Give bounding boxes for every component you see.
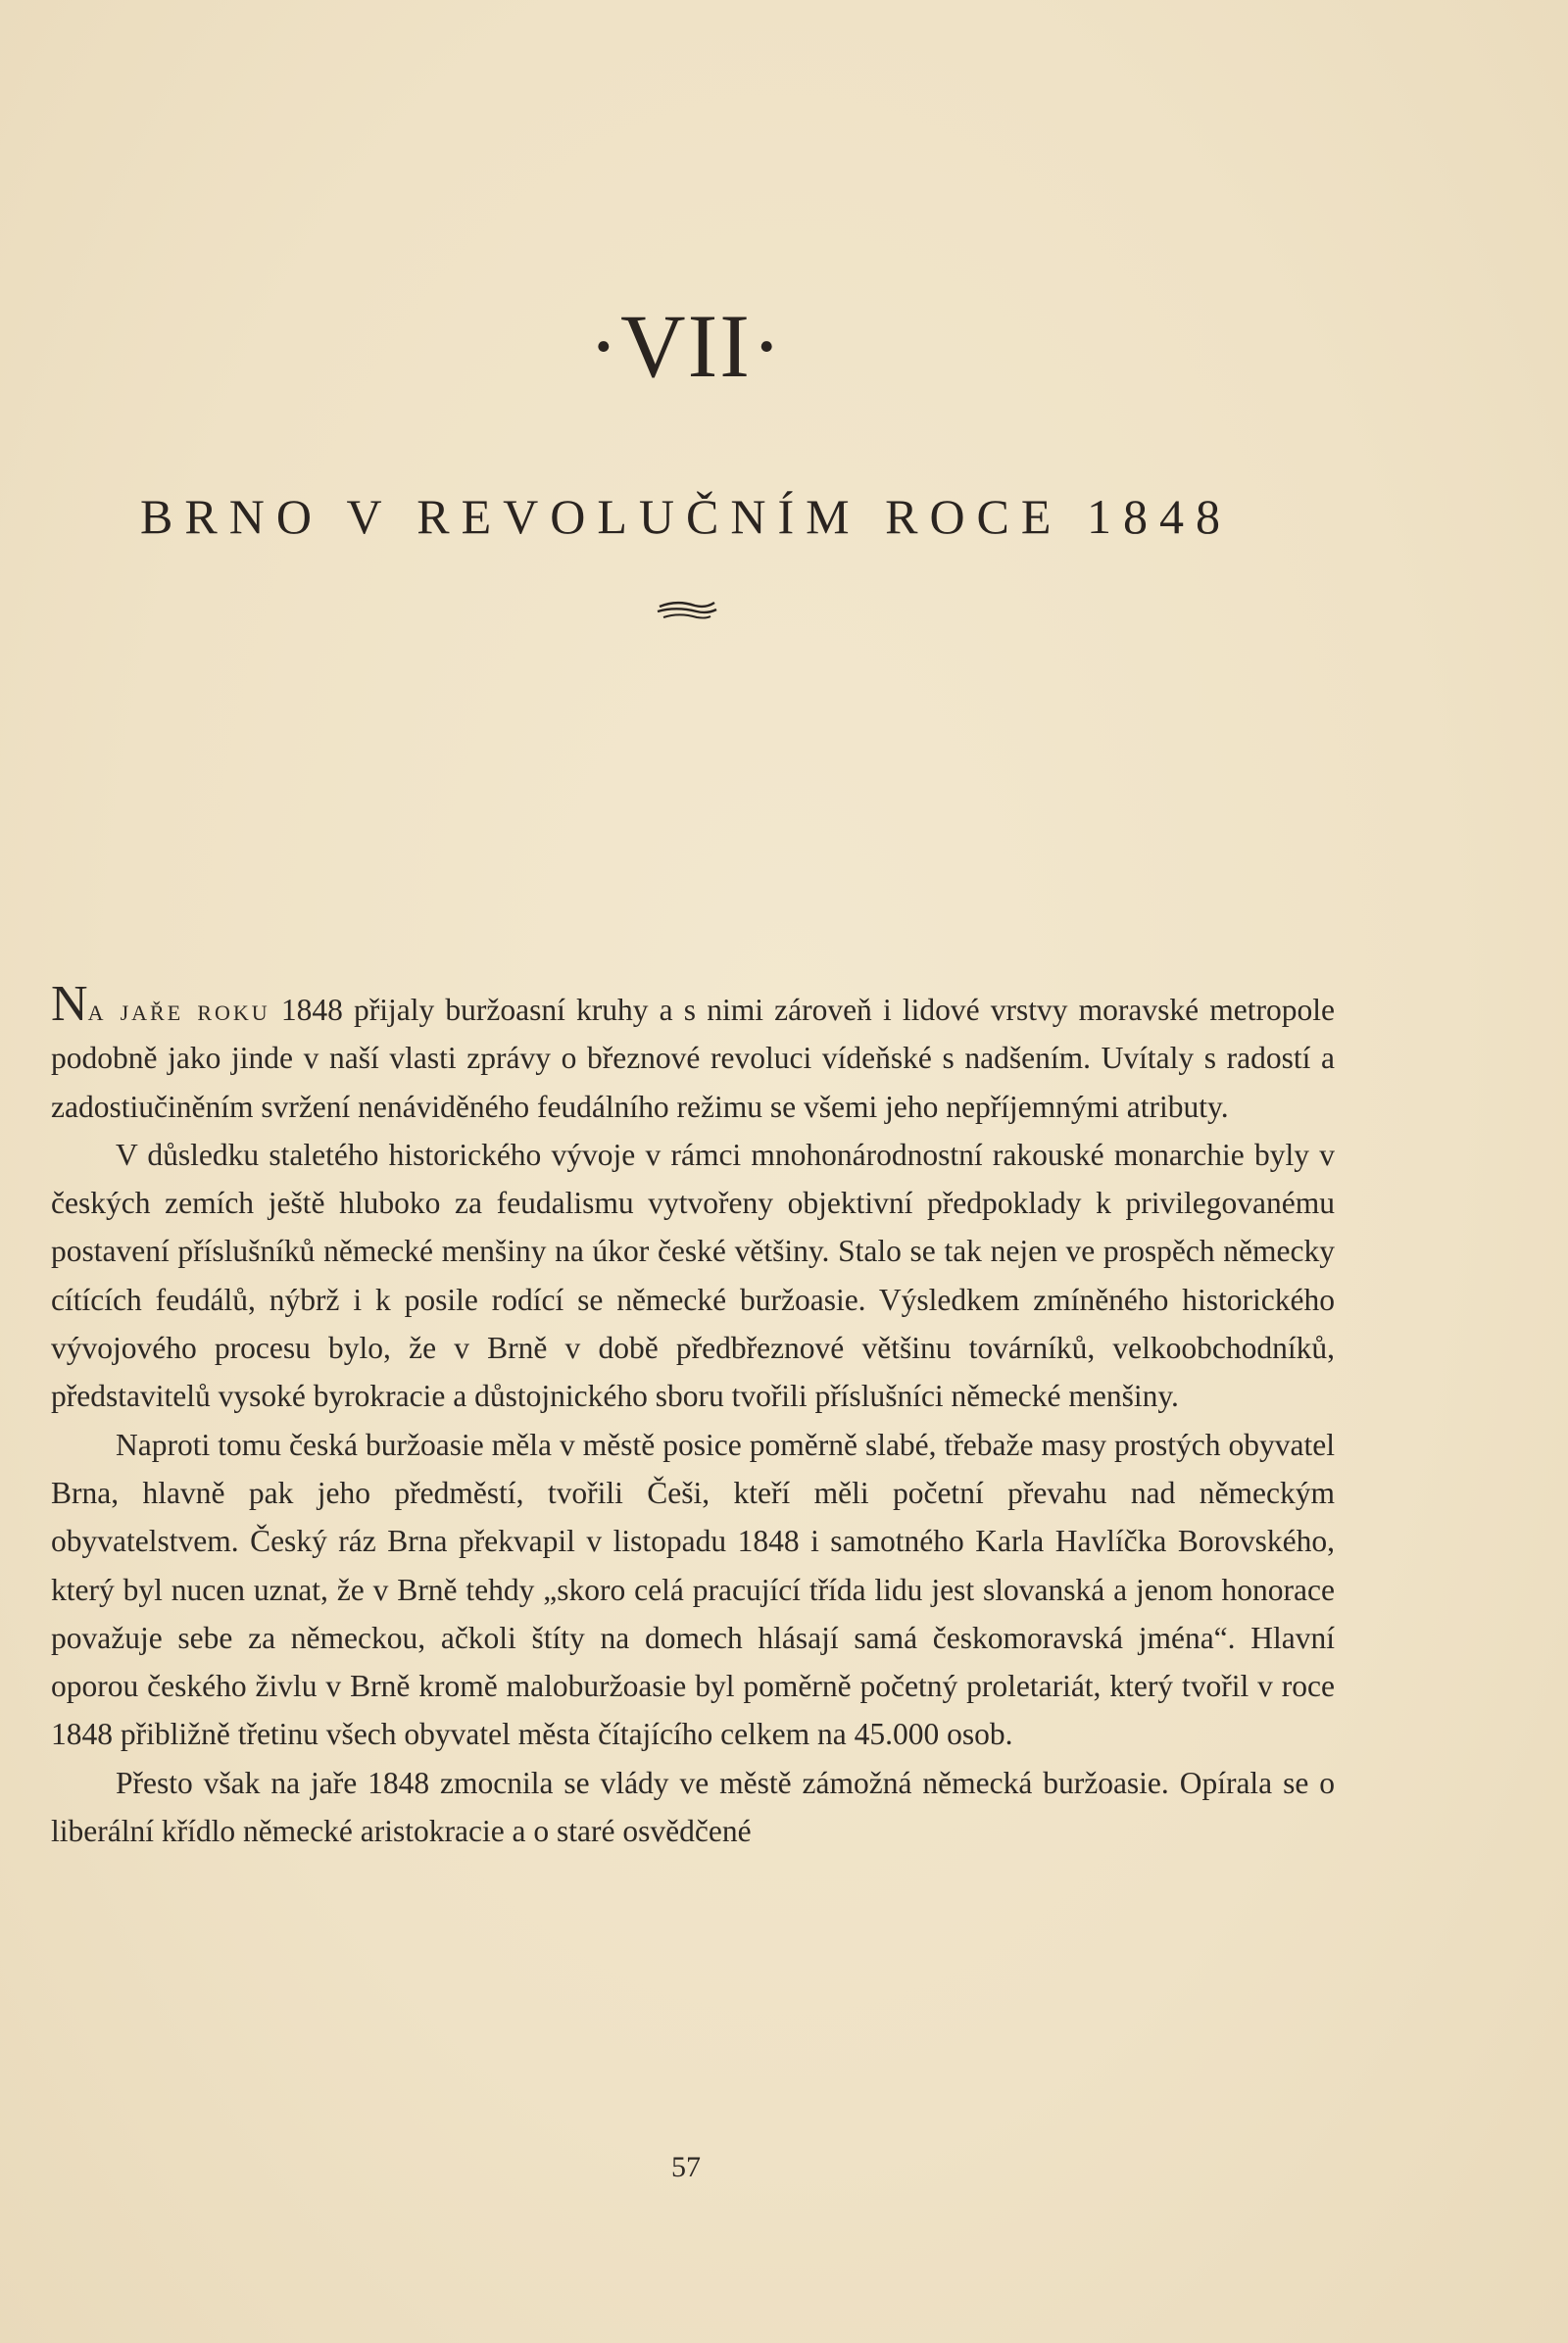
paragraph: Naproti tomu česká buržoasie měla v městě posice poměrně slabé, třebaže masy prostých obyvatel Brna, hlavně pak jeho předměstí, tvořili Češi, kteří měli početní převahu nad německým obyvatelstvem. Český ráz Brna překvapil v listopadu 1848 i samotného Karla Havlíčka Borovského, který byl nucen uznat, že v Brně tehdy „skoro celá pracující třída lidu jest slovanská a jenom honorace považuje sebe za německou, ačkoli štíty na domech hlásají samá českomoravská jména“. Hlavní oporou českého živlu v Brně kromě maloburžoasie byl poměrně početný proletariát, který tvořil v roce 1848 přibližně třetinu všech obyvatel města čítajícího celkem na 45.000 osob. [51,1427,1335,1752]
small-caps-lead: a jaře roku [87,993,270,1027]
chapter-body [51,976,1336,1855]
paragraph: V důsledku staletého historického vývoje v rámci mnohonárodnostní rakouské monarchie byly v českých zemích ještě hluboko za feudalismu vytvořeny objektivní předpoklady k privilegovanému postavení příslušníků německé menšiny na úkor české většiny. Stalo se tak nejen ve prospěch německy cítících feudálů, nýbrž i k posile rodící se německé buržoasie. Výsledkem zmíněného historického vývojového procesu bylo, že v Brně v době předbřeznové většinu továrníků, velkoobchodníků, představitelů vysoké byrokracie a důstojnického sboru tvořili příslušníci německé menšiny. [51,1137,1335,1414]
ornament-divider-icon [652,598,720,623]
page-number: 57 [671,2151,701,2183]
paragraph-text: 1848 přijaly buržoasní kruhy a s nimi zároveň i lidové vrstvy moravské metropole podobně jako jinde v naší vlasti zprávy o březnové revoluci vídeňské s nadšením. Uvítaly s radostí a zadostiučiněním svržení nenáviděného feudálního režimu se všemi jeho nepříjemnými atributy. [51,993,1336,1124]
drop-cap: N [51,976,88,1032]
chapter-number: ·VII· [588,296,784,396]
paragraph: Přesto však na jaře 1848 zmocnila se vlády ve městě zámožná německá buržoasie. Opírala se o liberální křídlo německé aristokracie a o staré osvědčené [51,1765,1335,1849]
paragraph [51,976,1336,1131]
chapter-title: BRNO V REVOLUČNÍM ROCE 1848 [140,489,1232,544]
